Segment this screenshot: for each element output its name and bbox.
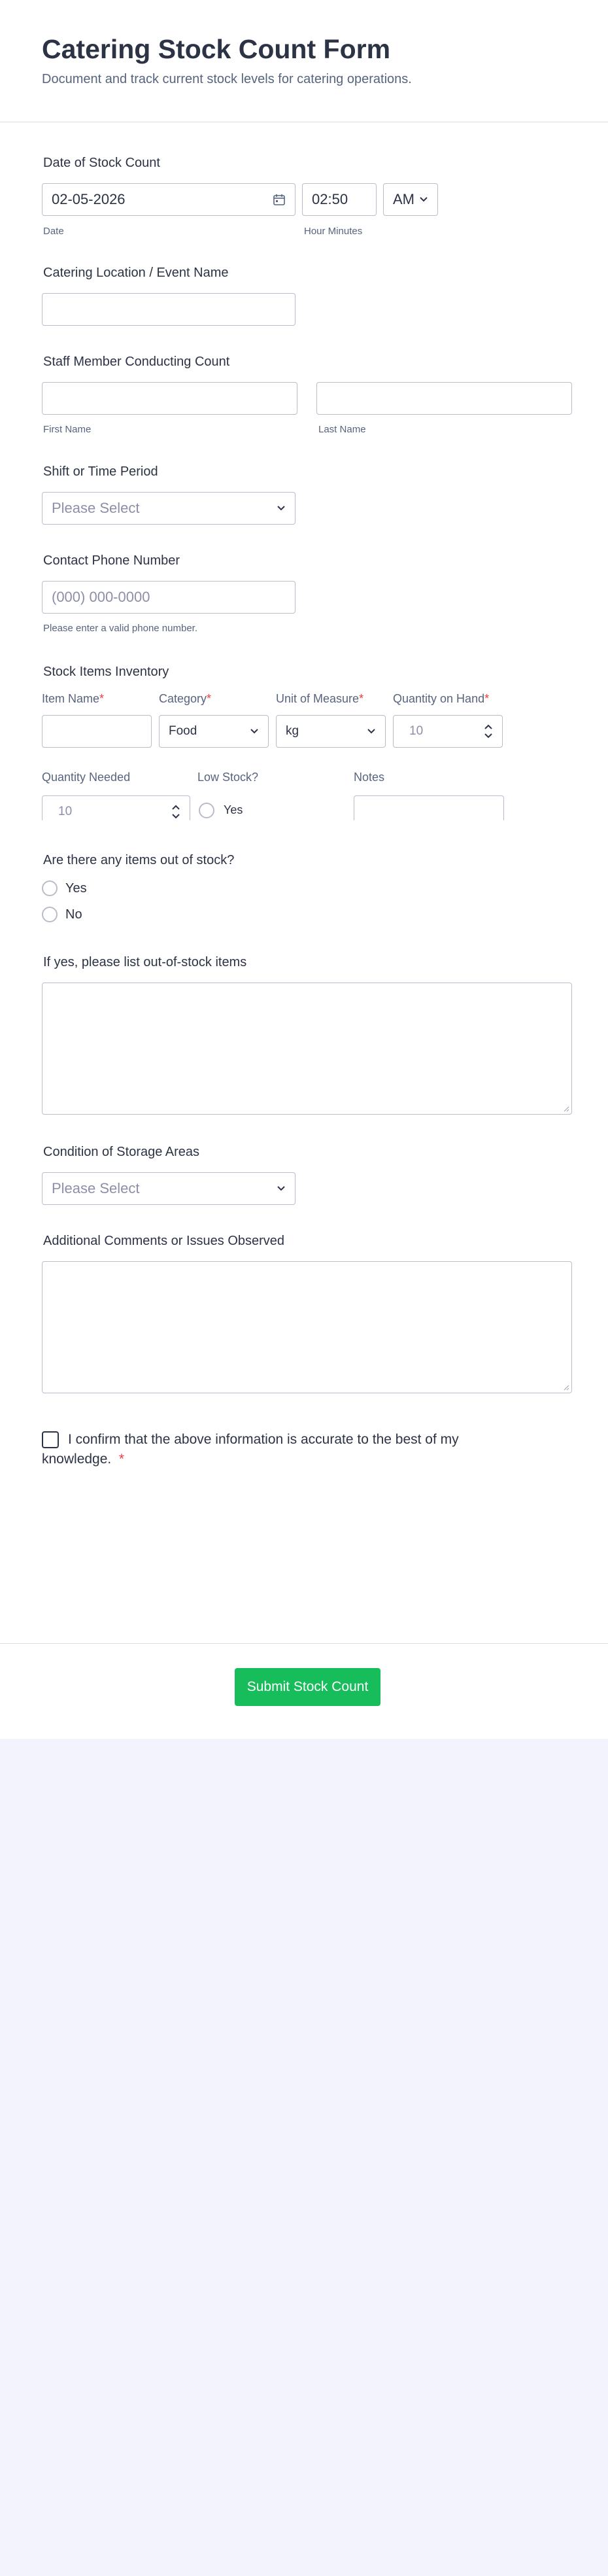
resize-handle-icon[interactable] [563, 1384, 569, 1391]
time-sublabel: Hour Minutes [304, 226, 363, 237]
qty-hand-placeholder: 10 [409, 724, 424, 738]
out-of-stock-no-radio[interactable] [42, 907, 58, 922]
col-qty-hand-text: Quantity on Hand [393, 692, 485, 705]
unit-value: kg [286, 724, 299, 738]
time-input[interactable] [302, 183, 377, 216]
out-of-stock-yes-radio[interactable] [42, 880, 58, 896]
col-qty-hand [393, 692, 489, 706]
required-mark: * [111, 1452, 125, 1467]
stepper-icon[interactable] [171, 803, 180, 820]
phone-hint: Please enter a valid phone number. [43, 623, 197, 634]
phone-label: Contact Phone Number [43, 553, 180, 568]
last-name-sublabel: Last Name [318, 424, 366, 435]
required-mark: * [99, 692, 105, 705]
last-name-input[interactable] [316, 382, 572, 415]
qty-hand-input[interactable] [393, 715, 503, 748]
first-name-input[interactable] [42, 382, 297, 415]
resize-handle-icon[interactable] [563, 1105, 569, 1112]
low-stock-radio[interactable] [199, 803, 214, 818]
chevron-down-icon [419, 196, 428, 203]
required-mark: * [484, 692, 490, 705]
location-input[interactable] [42, 293, 296, 326]
stepper-icon[interactable] [484, 723, 493, 740]
phone-input[interactable] [42, 581, 296, 614]
shift-select[interactable] [42, 492, 296, 525]
qty-needed-input[interactable] [42, 795, 190, 820]
phone-placeholder: (000) 000-0000 [52, 589, 150, 605]
inventory-row-clip [0, 792, 608, 820]
ampm-value: AM [393, 191, 414, 207]
form-subtitle: Document and track current stock levels for catering operations. [42, 72, 412, 86]
qty-needed-placeholder: 10 [58, 805, 73, 818]
category-select[interactable] [159, 715, 269, 748]
date-value: 02-05-2026 [52, 191, 126, 207]
category-value: Food [169, 724, 197, 738]
out-of-stock-list-label: If yes, please list out-of-stock items [43, 955, 247, 969]
storage-placeholder: Please Select [52, 1180, 140, 1196]
storage-select[interactable] [42, 1172, 296, 1205]
col-item-name [42, 692, 104, 706]
consent-text [42, 1430, 486, 1469]
col-category-text: Category [159, 692, 207, 705]
col-unit [276, 692, 363, 706]
notes-input[interactable] [354, 795, 504, 820]
form-title: Catering Stock Count Form [42, 34, 391, 64]
out-of-stock-label: Are there any items out of stock? [43, 853, 235, 867]
chevron-down-icon [277, 505, 286, 512]
comments-label: Additional Comments or Issues Observed [43, 1234, 285, 1248]
date-label: Date of Stock Count [43, 156, 160, 170]
unit-select[interactable] [276, 715, 386, 748]
out-of-stock-no-label: No [65, 907, 82, 922]
col-notes: Notes [354, 771, 385, 784]
required-mark: * [207, 692, 212, 705]
col-unit-text: Unit of Measure [276, 692, 360, 705]
form-header [0, 0, 608, 122]
low-stock-option: Yes [224, 803, 243, 816]
submit-button[interactable]: Submit Stock Count [235, 1668, 380, 1706]
ampm-select[interactable] [383, 183, 438, 216]
item-name-input[interactable] [42, 715, 152, 748]
shift-label: Shift or Time Period [43, 464, 158, 479]
required-mark: * [359, 692, 364, 705]
calendar-icon[interactable] [273, 193, 286, 206]
chevron-down-icon [367, 728, 376, 735]
col-low-stock: Low Stock? [197, 771, 259, 784]
shift-placeholder: Please Select [52, 500, 140, 516]
time-value: 02:50 [312, 191, 348, 207]
consent-text-content: I confirm that the above information is accurate to the best of my knowledge. [42, 1432, 459, 1467]
chevron-down-icon [277, 1185, 286, 1192]
comments-textarea[interactable] [42, 1261, 572, 1393]
out-of-stock-list-textarea[interactable] [42, 983, 572, 1115]
location-label: Catering Location / Event Name [43, 266, 229, 280]
staff-label: Staff Member Conducting Count [43, 355, 230, 369]
storage-label: Condition of Storage Areas [43, 1145, 200, 1159]
inventory-label: Stock Items Inventory [43, 665, 169, 679]
date-sublabel: Date [43, 226, 64, 237]
out-of-stock-yes-label: Yes [65, 881, 87, 896]
chevron-down-icon [250, 728, 259, 735]
first-name-sublabel: First Name [43, 424, 92, 435]
col-category [159, 692, 211, 706]
col-qty-needed: Quantity Needed [42, 771, 131, 784]
col-item-name-text: Item Name [42, 692, 100, 705]
date-input[interactable] [42, 183, 296, 216]
